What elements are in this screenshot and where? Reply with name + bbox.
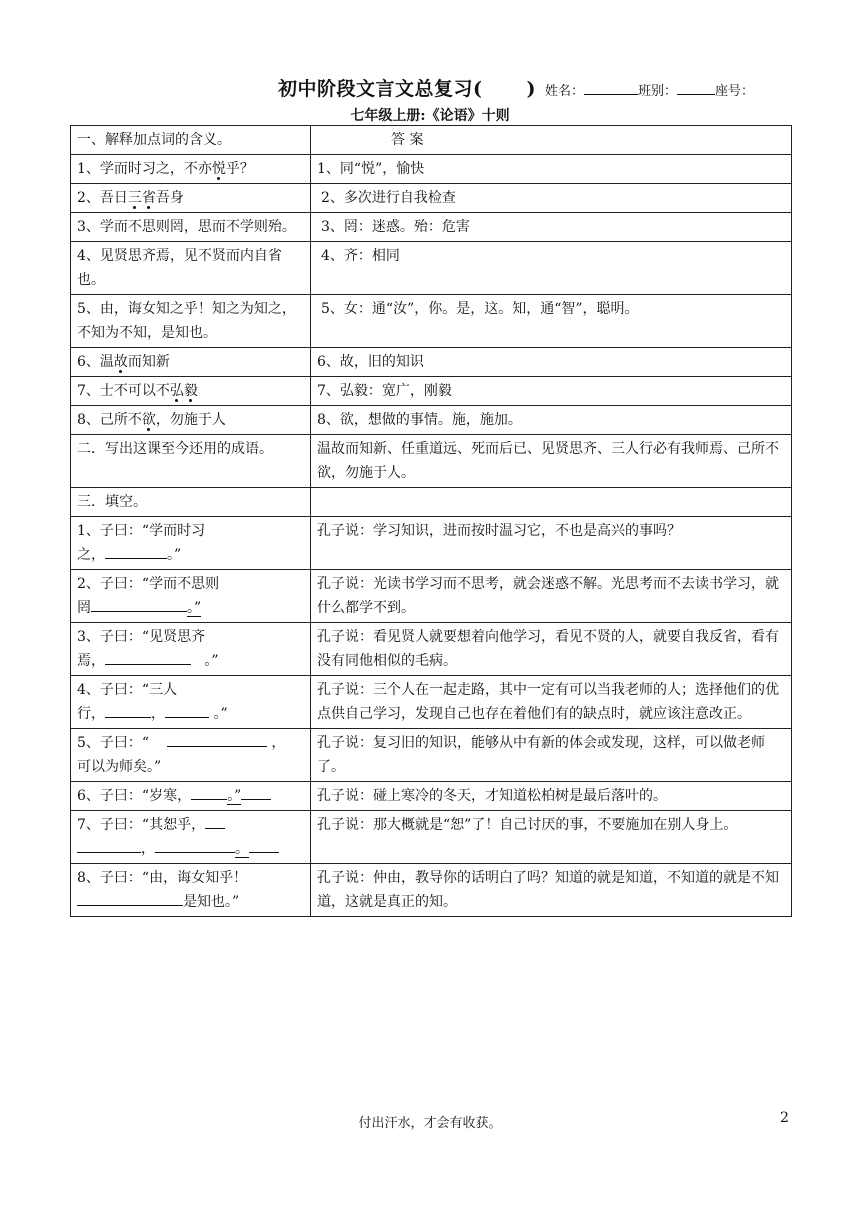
question-text: 2、吾日 [77, 190, 128, 206]
class-field[interactable] [677, 82, 715, 95]
fill-blank[interactable] [105, 652, 191, 665]
fill-question [71, 570, 311, 623]
fill-text: 之， [77, 547, 105, 563]
answer-heading: 答 案 [311, 126, 792, 155]
table-row [71, 782, 792, 811]
answer-cell: 1、同“悦”，愉快 [311, 155, 792, 184]
fill-text: 5、子曰：“ [77, 735, 150, 751]
empty-cell [311, 488, 792, 517]
fill-blank[interactable] [167, 734, 267, 747]
fill-line-2 [77, 890, 304, 914]
dotted-char: 弘 [169, 383, 184, 399]
answer-cell: 8、欲，想做的事情。施，施加。 [311, 406, 792, 435]
fill-blank[interactable] [105, 705, 151, 718]
fill-comma: ， [271, 735, 286, 751]
table-row [71, 811, 792, 864]
question-text-tail: 乎？ [225, 161, 254, 177]
dotted-char: 毅 [183, 383, 198, 399]
fill-line-2 [77, 649, 304, 673]
question-text-tail: 吾身 [155, 190, 184, 206]
dotted-word [128, 190, 156, 206]
fill-comma: ， [141, 841, 155, 857]
question-text: 7、士不可以不 [77, 383, 170, 399]
table-row [71, 623, 792, 676]
section1-heading: 一、解释加点词的含义。 [71, 126, 311, 155]
answer-cell: 6、故，旧的知识 [311, 348, 792, 377]
fill-blank[interactable] [77, 893, 183, 906]
page-header [0, 74, 860, 104]
name-label: 姓名： [545, 84, 585, 99]
fill-answer: 孔子说：仲由，教导你的话明白了吗？知道的就是知道，不知道的就是不知道，这就是真正的知。 [311, 864, 792, 917]
fill-blank-tail[interactable] [249, 840, 279, 853]
question-text: 1、学而时习之，不亦 [77, 161, 212, 177]
dotted-char: 欲 [141, 412, 156, 428]
fill-question [71, 676, 311, 729]
fill-line-1 [77, 813, 304, 837]
table-row [71, 406, 792, 435]
table-row [71, 295, 792, 348]
fill-answer: 孔子说：三个人在一起走路，其中一定有可以当我老师的人；选择他们的优点供自己学习，发现自己也存在着他们有的缺点时，就应该注意改正。 [311, 676, 792, 729]
dotted-char: 悦 [211, 161, 226, 177]
student-info [545, 80, 754, 99]
answer-cell: 7、弘毅：宽广，刚毅 [311, 377, 792, 406]
fill-text-tail: 。 [235, 841, 249, 857]
fill-question [71, 623, 311, 676]
table-row [71, 242, 792, 295]
table-row [71, 570, 792, 623]
table-row [71, 864, 792, 917]
seat-label: 座号： [715, 84, 755, 99]
fill-blank[interactable] [165, 705, 209, 718]
class-label: 班别： [638, 84, 678, 99]
question-cell [71, 348, 311, 377]
section2-question: 二．写出这课至今还用的成语。 [71, 435, 311, 488]
fill-text-tail: 。” [204, 653, 219, 669]
fill-question [71, 864, 311, 917]
question-cell: 5、由，诲女知之乎！知之为知之，不知为不知，是知也。 [71, 295, 311, 348]
fill-line-1: 3、子曰：“见贤思齐 [77, 629, 206, 645]
name-field[interactable] [584, 82, 638, 95]
page-subtitle: 七年级上册:《论语》十则 [350, 108, 510, 124]
title-paren-open: ( [473, 78, 483, 100]
fill-text-tail: 。” [227, 788, 242, 804]
question-cell: 4、见贤思齐焉，见不贤而内自省也。 [71, 242, 311, 295]
fill-line-1: 4、子曰：“三人 [77, 682, 178, 698]
question-cell: 3、学而不思则罔，思而不学则殆。 [71, 213, 311, 242]
footer-motto: 付出汗水，才会有收获。 [358, 1116, 502, 1131]
question-cell [71, 377, 311, 406]
fill-blank[interactable] [91, 599, 187, 612]
fill-blank[interactable] [191, 787, 227, 800]
fill-text-tail: 。” [213, 706, 228, 722]
dotted-word [212, 161, 226, 177]
question-text: 6、温 [77, 354, 114, 370]
fill-answer: 孔子说：碰上寒冷的冬天，才知道松柏树是最后落叶的。 [311, 782, 792, 811]
fill-line-2: 可以为师矣。” [77, 759, 162, 775]
answer-cell: 5、女：通“汝”，你。是，这。知，通“智”，聪明。 [311, 295, 792, 348]
fill-question [71, 811, 311, 864]
question-cell [71, 155, 311, 184]
fill-line-2: 行， ， 。” [77, 706, 228, 722]
fill-text: 行， [77, 706, 105, 722]
fill-text-tail: 。” [167, 547, 182, 563]
fill-blank[interactable] [205, 816, 225, 829]
fill-text-tail: 。” [187, 600, 202, 616]
section2-answer: 温故而知新、任重道远、死而后已、见贤思齐、三人行必有我师焉、己所不欲，勿施于人。 [311, 435, 792, 488]
table-row [71, 517, 792, 570]
fill-line-1 [77, 731, 304, 755]
fill-line-1: 2、子曰：“学而不思则 [77, 576, 220, 592]
fill-line-1: 1、子曰：“学而时习 [77, 523, 206, 539]
table-row [71, 184, 792, 213]
fill-answer: 孔子说：光读书学习而不思考，就会迷惑不解。光思考而不去读书学习，就什么都学不到。 [311, 570, 792, 623]
table-row [71, 488, 792, 517]
dotted-word [170, 383, 198, 399]
question-text-tail: ，勿施于人 [155, 412, 226, 428]
fill-text-tail: 是知也。” [183, 894, 240, 910]
fill-text: 7、子曰：“其恕乎， [77, 817, 206, 833]
answer-cell: 4、齐：相同 [311, 242, 792, 295]
page-number: 2 [780, 1110, 789, 1126]
page-title [278, 74, 536, 101]
fill-question [71, 729, 311, 782]
fill-blank-tail[interactable] [241, 787, 271, 800]
section3-heading: 三．填空。 [71, 488, 311, 517]
fill-blank[interactable] [105, 546, 167, 559]
title-paren-close: ) [526, 78, 537, 100]
fill-question [71, 782, 311, 811]
fill-answer: 孔子说：看见贤人就要想着向他学习，看见不贤的人，就要自我反省，看有没有同他相似的毛病。 [311, 623, 792, 676]
table-row [71, 155, 792, 184]
fill-text: 6、子曰：“岁寒， [77, 788, 192, 804]
fill-question [71, 517, 311, 570]
table-row [71, 435, 792, 488]
title-text: 初中阶段文言文总复习 [278, 78, 474, 100]
table-row [71, 213, 792, 242]
fill-line-1: 8、子曰：“由，诲女知乎！ [77, 870, 248, 886]
dotted-char: 三 [127, 190, 142, 206]
question-cell [71, 184, 311, 213]
fill-answer: 孔子说：学习知识，进而按时温习它，不也是高兴的事吗？ [311, 517, 792, 570]
dotted-word [114, 354, 128, 370]
question-text-tail: 而知新 [127, 354, 170, 370]
question-cell [71, 406, 311, 435]
table-row [71, 348, 792, 377]
table-row [71, 676, 792, 729]
fill-line-2 [77, 837, 304, 861]
review-table [70, 125, 792, 917]
dotted-word [142, 412, 156, 428]
fill-answer: 孔子说：复习旧的知识，能够从中有新的体会或发现，这样，可以做老师了。 [311, 729, 792, 782]
fill-blank[interactable] [77, 840, 141, 853]
answer-cell: 3、罔：迷惑。殆：危害 [311, 213, 792, 242]
answer-cell: 2、多次进行自我检查 [311, 184, 792, 213]
fill-line-2 [77, 543, 304, 567]
question-text: 8、己所不 [77, 412, 142, 428]
table-row [71, 377, 792, 406]
table-header-row [71, 126, 792, 155]
fill-text: 焉， [77, 653, 105, 669]
dotted-char: 省 [141, 190, 156, 206]
fill-blank[interactable] [155, 840, 235, 853]
fill-text: 罔 [77, 600, 91, 616]
fill-line-2 [77, 596, 304, 620]
table-row [71, 729, 792, 782]
fill-answer: 孔子说：那大概就是“恕”了！自己讨厌的事，不要施加在别人身上。 [311, 811, 792, 864]
dotted-char: 故 [113, 354, 128, 370]
